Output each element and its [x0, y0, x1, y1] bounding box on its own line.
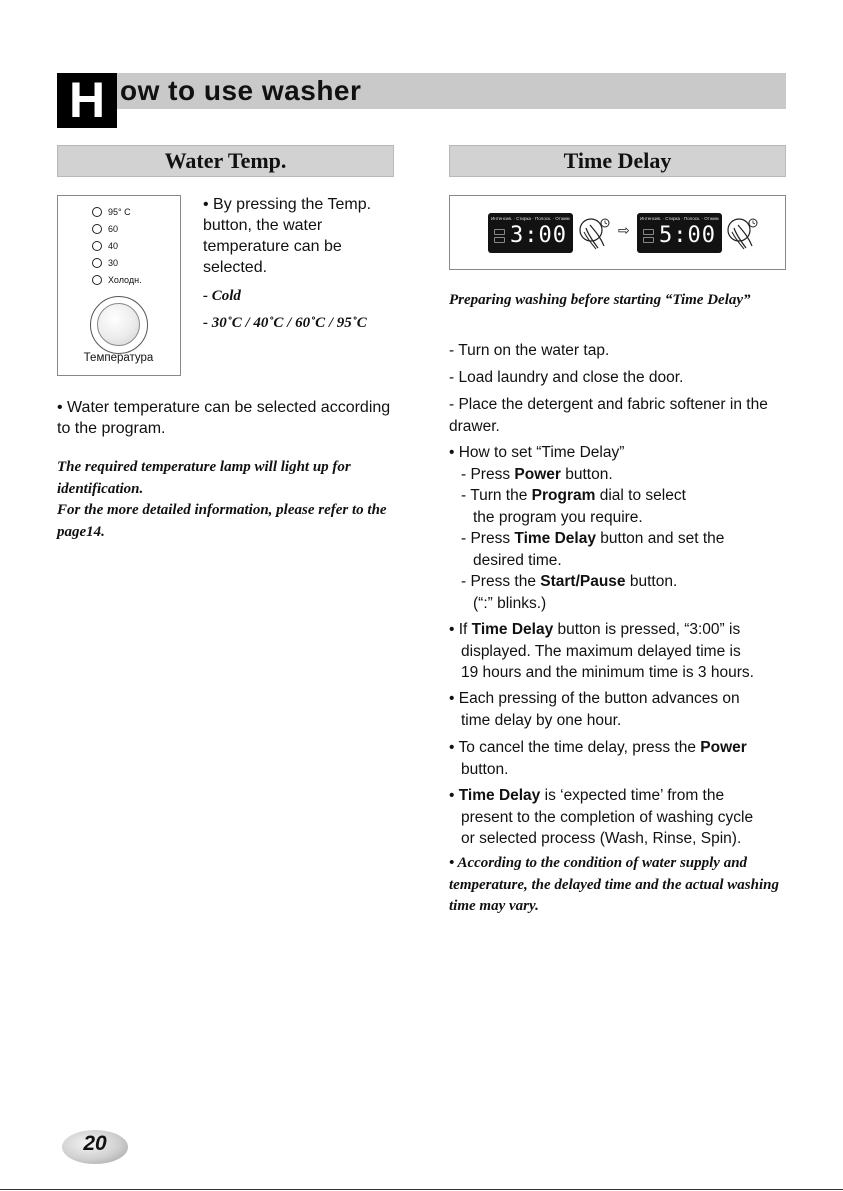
section-title-time-delay: Time Delay: [449, 145, 786, 177]
display-before: [488, 213, 573, 253]
bottom-rule: [0, 1189, 843, 1190]
led-icon: [92, 241, 102, 251]
step-load-laundry: - Load laundry and close the door.: [449, 369, 684, 386]
left-italic-notes: [57, 457, 407, 543]
temp-level-95: [92, 205, 131, 219]
arrow-right-icon: ⇨: [618, 222, 630, 238]
cold-option: - Cold: [203, 288, 241, 304]
display-after: [637, 213, 722, 253]
step-detergent-text: - Place the detergent and fabric softener in the drawer.: [449, 396, 768, 435]
if-pressed-note: • If Time Delay button is pressed, “3:00” is displayed. The maximum delayed time is 19 hours and the minimum time is 3 hours.: [449, 621, 754, 681]
step-detergent: [449, 394, 786, 437]
water-temp-note: • Water temperature can be selected according to the program.: [57, 399, 391, 437]
display-time-after: 5:00: [659, 223, 716, 248]
led-icon: [92, 207, 102, 217]
display-top-labels: Интенсив. · Стирка · Полоск. · Отжим: [640, 216, 719, 221]
temp-level-label: 60: [108, 224, 119, 234]
temperature-panel-illustration: [57, 195, 181, 376]
display-status-icons: [494, 229, 506, 246]
page-reference-note: For the more detailed information, please refer to the page14.: [57, 502, 387, 540]
led-icon: [92, 258, 102, 268]
press-temp-text: • By pressing the Temp. button, the water temperature can be selected.: [203, 196, 372, 276]
time-delay-definition: • Time Delay is ‘expected time’ from the present to the completion of washing cycle or selected process (Wash, Rinse, Spin).: [449, 787, 754, 847]
how-to-step-3: - Press Time Delay button and set the: [461, 530, 725, 547]
temperature-options: - 30˚C / 40˚C / 60˚C / 95˚C: [203, 315, 367, 331]
how-to-step-3-cont: desired time.: [473, 551, 562, 569]
temperature-knob-icon: [90, 296, 148, 354]
cancel-note: • To cancel the time delay, press the Power button.: [449, 739, 747, 778]
preparing-heading: Preparing washing before starting “Time Delay”: [449, 292, 751, 308]
step-water-tap: - Turn on the water tap.: [449, 342, 610, 359]
display-status-icons: [643, 229, 655, 246]
temp-level-60: [92, 222, 118, 236]
temperature-button-label: Температура: [83, 352, 154, 364]
how-to-title: • How to set “Time Delay”: [449, 444, 625, 461]
how-to-step-2-cont: the program you require.: [473, 508, 643, 526]
how-to-step-1: - Press Power button.: [461, 465, 613, 483]
header-initial-letter: H: [57, 73, 117, 128]
how-to-step-4-cont: (“:” blinks.): [473, 594, 547, 612]
finger-press-icon: [726, 216, 758, 252]
how-to-step-2: - Turn the Program dial to select: [461, 487, 686, 504]
how-to-step-4: - Press the Start/Pause button.: [461, 573, 678, 590]
temp-level-label: 40: [108, 241, 119, 251]
led-icon: [92, 224, 102, 234]
led-icon: [92, 275, 102, 285]
finger-press-icon: [578, 216, 610, 252]
how-to-set-time-delay: [449, 442, 786, 614]
page-title: ow to use washer: [120, 75, 362, 106]
temp-level-40: [92, 239, 118, 253]
temp-level-label: 30: [108, 258, 119, 268]
display-top-labels: Интенсив. · Стирка · Полоск. · Отжим: [491, 216, 570, 221]
final-italic-note: • According to the condition of water supply and temperature, the delayed time and the actual washing time may vary.: [449, 855, 779, 914]
section-title-water-temp: Water Temp.: [57, 145, 394, 177]
temp-level-label: 95° C: [108, 207, 131, 217]
display-time-before: 3:00: [510, 223, 567, 248]
page-number: 20: [83, 1132, 107, 1155]
each-press-note: • Each pressing of the button advances on time delay by one hour.: [449, 690, 740, 729]
time-delay-display-illustration: [449, 195, 786, 270]
lamp-note: The required temperature lamp will light up for identification.: [57, 459, 351, 497]
temp-level-label: Холодн.: [108, 275, 142, 285]
temp-level-30: [92, 256, 118, 270]
temp-level-cold: [92, 273, 142, 287]
